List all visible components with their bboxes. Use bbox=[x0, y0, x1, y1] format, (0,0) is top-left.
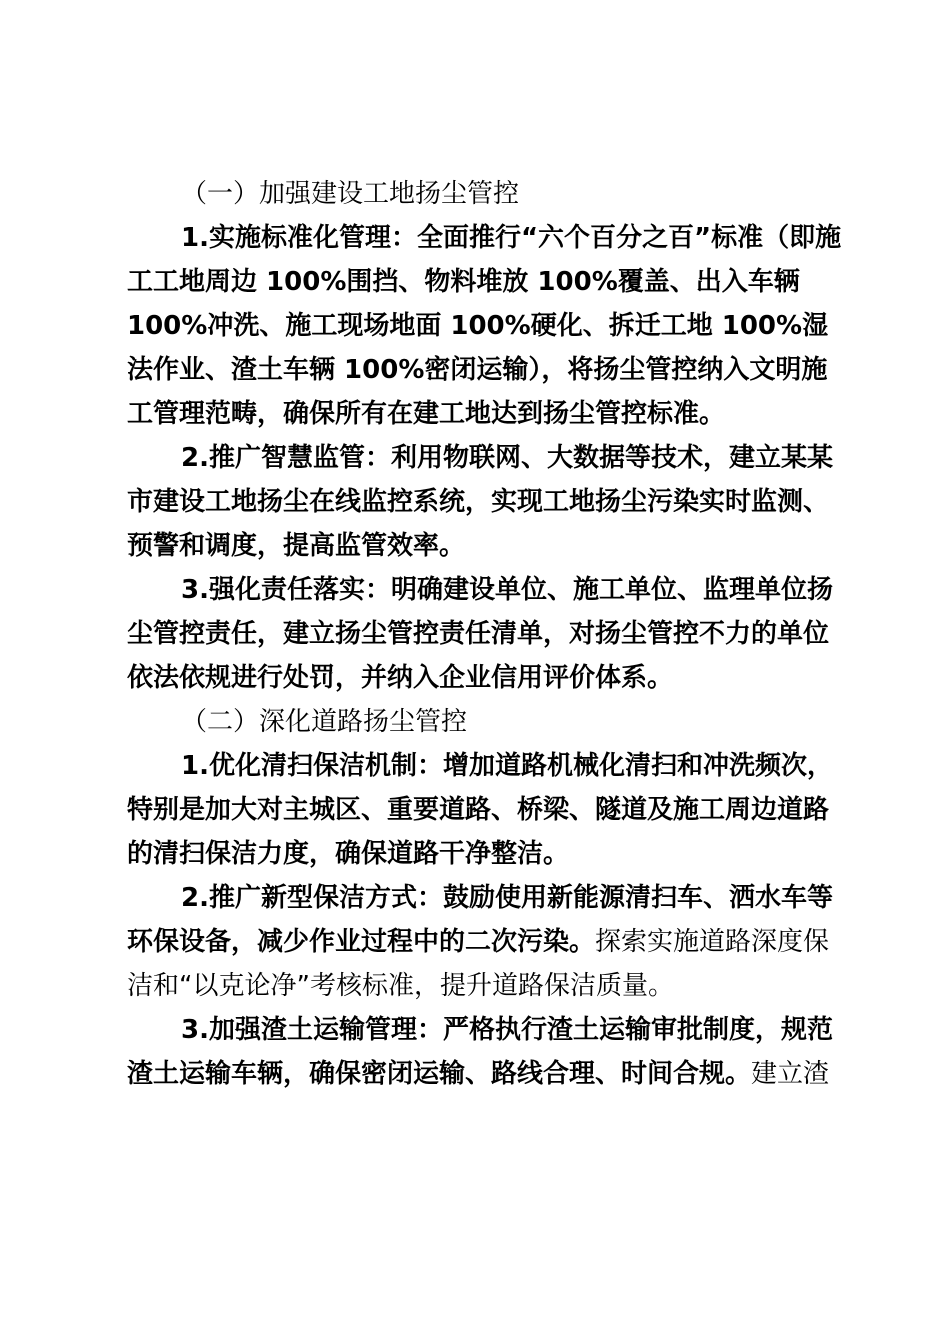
section-heading-construction-dust: （一）加强建设工地扬尘管控 bbox=[181, 179, 520, 209]
paragraph-muck-transport bbox=[127, 1008, 833, 1096]
normal-text: 建立渣 bbox=[751, 1059, 830, 1089]
paragraph-line bbox=[127, 920, 830, 964]
paragraph-line: 100%冲洗、施工现场地面 100%硬化、拆迁工地 100%湿 bbox=[127, 311, 829, 341]
document-body bbox=[127, 172, 842, 1096]
bold-text: 环保设备，减少作业过程中的二次污染。 bbox=[127, 927, 596, 957]
paragraph-new-cleaning-methods bbox=[127, 876, 833, 1008]
paragraph-line: 工管理范畴，确保所有在建工地达到扬尘管控标准。 bbox=[127, 399, 726, 429]
paragraph-line: 洁和“以克论净”考核标准，提升道路保洁质量。 bbox=[127, 971, 674, 1001]
paragraph-line: 尘管控责任，建立扬尘管控责任清单，对扬尘管控不力的单位 bbox=[127, 619, 830, 649]
paragraph-line: 的清扫保洁力度，确保道路干净整洁。 bbox=[127, 839, 570, 869]
paragraph-cleaning-mechanism bbox=[127, 744, 833, 876]
paragraph-line: 2.推广智慧监管：利用物联网、大数据等技术，建立某某 bbox=[181, 443, 833, 473]
paragraph-line: 法作业、渣土车辆 100%密闭运输），将扬尘管控纳入文明施 bbox=[127, 355, 828, 385]
paragraph-line: 工工地周边 100%围挡、物料堆放 100%覆盖、出入车辆 bbox=[127, 267, 800, 297]
paragraph-line bbox=[127, 1052, 830, 1096]
bold-text: 渣土运输车辆，确保密闭运输、路线合理、时间合规。 bbox=[127, 1059, 752, 1089]
paragraph-line: 依法依规进行处罚，并纳入企业信用评价体系。 bbox=[127, 663, 674, 693]
paragraph-line: 1.优化清扫保洁机制：增加道路机械化清扫和冲洗频次， bbox=[181, 751, 833, 781]
paragraph-responsibility bbox=[127, 568, 833, 700]
paragraph-line: 3.强化责任落实：明确建设单位、施工单位、监理单位扬 bbox=[181, 575, 833, 605]
paragraph-smart-supervision bbox=[127, 436, 833, 568]
section-heading-road-dust: （二）深化道路扬尘管控 bbox=[181, 707, 468, 737]
normal-text: 探索实施道路深度保 bbox=[595, 927, 830, 957]
paragraph-line: 特别是加大对主城区、重要道路、桥梁、隧道及施工周边道路 bbox=[127, 795, 830, 825]
paragraph-line: 1.实施标准化管理：全面推行“六个百分之百”标准（即施 bbox=[181, 223, 842, 253]
paragraph-line: 预警和调度，提高监管效率。 bbox=[127, 531, 466, 561]
paragraph-line: 3.加强渣土运输管理：严格执行渣土运输审批制度，规范 bbox=[181, 1015, 833, 1045]
paragraph-line: 2.推广新型保洁方式：鼓励使用新能源清扫车、洒水车等 bbox=[181, 883, 833, 913]
paragraph-standardized-management bbox=[127, 216, 842, 436]
paragraph-line: 市建设工地扬尘在线监控系统，实现工地扬尘污染实时监测、 bbox=[127, 487, 830, 517]
